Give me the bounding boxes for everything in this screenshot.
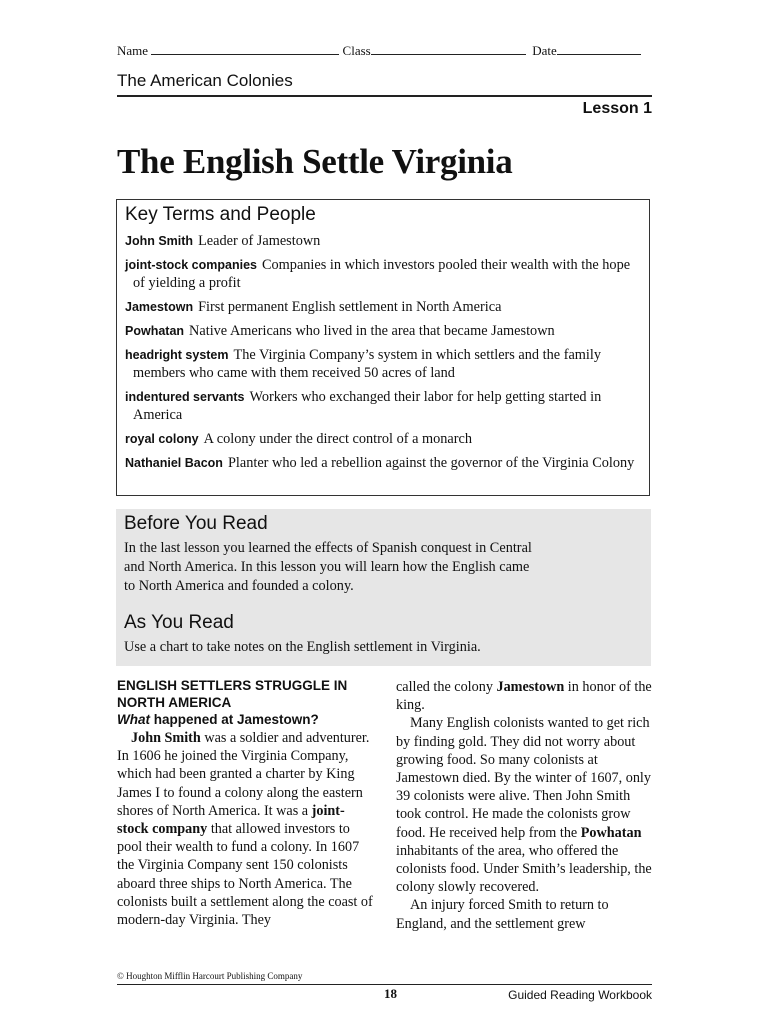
body-column-right: [396, 678, 653, 933]
paragraph-1-text-a: was a soldier and adventurer. In 1606 he joined the Virginia Company, which had been granted a charter by King James I to found a colony along the eastern shores of North America. It was a: [117, 730, 370, 819]
paragraph-2-text-a: Many English colonists wanted to get rich by finding gold. They did not worry about growing food. So many colonists at Jamestown died. By the winter of 1607, only 39 colonists were alive. Then John Smith took control. He made the colonists grow food. He received help from the: [396, 715, 651, 841]
key-term-item: [125, 322, 641, 340]
reading-intro-box: [116, 509, 651, 666]
paragraph-1-text-b: that allowed investors to pool their wealth to fund a colony. In 1607 the Virginia Company sent 150 colonists aboard three ships to North America. The colonists built a settlement along the coast of modern-day Virginia. They: [117, 821, 373, 929]
name-label: Name: [117, 43, 149, 58]
date-blank: [557, 43, 641, 55]
student-info-line: [117, 43, 641, 59]
key-term: Jamestown: [125, 300, 194, 314]
key-term-item: [125, 346, 641, 382]
key-term-definition: The Virginia Company’s system in which settlers and the family members who came with them received 50 acres of land: [133, 347, 602, 381]
header-rule: [117, 95, 652, 97]
page-title: The English Settle Virginia: [117, 142, 513, 181]
as-you-read-text: Use a chart to take notes on the English settlement in Virginia.: [124, 639, 481, 655]
key-term-definition: A colony under the direct control of a monarch: [203, 431, 473, 447]
unit-title: The American Colonies: [117, 71, 293, 90]
question-emphasis: What: [117, 712, 150, 727]
name-blank: [151, 43, 339, 55]
term-powhatan: Powhatan: [580, 824, 642, 841]
term-jamestown: Jamestown: [496, 679, 565, 695]
key-term: Powhatan: [125, 324, 185, 338]
workbook-title: Guided Reading Workbook: [508, 988, 652, 1002]
key-term-item: [125, 454, 641, 472]
before-you-read-heading: Before You Read: [124, 513, 268, 534]
paragraph-3: An injury forced Smith to return to England, and the settlement grew: [396, 897, 609, 932]
paragraph-1-continued: [396, 678, 653, 714]
key-terms-list: [125, 232, 641, 472]
key-term: indentured servants: [125, 390, 245, 404]
key-term-definition: Workers who exchanged their labor for help getting started in America: [133, 389, 602, 423]
key-term: Nathaniel Bacon: [125, 456, 223, 470]
key-term: headright system: [125, 348, 229, 362]
question-text: happened at Jamestown?: [150, 712, 319, 727]
key-term-item: [125, 430, 641, 448]
page-number: 18: [384, 986, 397, 1001]
term-joint-stock-company: joint-stock company: [117, 802, 345, 838]
as-you-read-heading: As You Read: [124, 612, 234, 633]
paragraph-2-text-b: inhabitants of the area, who offered the colonists food. Under Smith’s leadership, the colony slowly recovered.: [396, 842, 652, 896]
paragraph-1-text-d: in honor of the king.: [396, 679, 652, 714]
key-term-definition: First permanent English settlement in North America: [198, 299, 502, 315]
key-term-item: [125, 388, 641, 424]
body-column-left: [117, 677, 374, 929]
key-term-item: [125, 232, 641, 250]
term-john-smith: John Smith: [131, 730, 201, 746]
paragraph-1: [117, 729, 374, 929]
class-blank: [371, 43, 526, 55]
key-term-definition: Native Americans who lived in the area that became Jamestown: [189, 323, 555, 339]
before-you-read-text: In the last lesson you learned the effects of Spanish conquest in Central and North America. In this lesson you will learn how the English came to North America and founded a colony.: [124, 540, 532, 594]
date-label: Date: [532, 43, 557, 58]
section-heading: ENGLISH SETTLERS STRUGGLE IN NORTH AMERICA: [117, 678, 348, 710]
footer-rule: [117, 984, 652, 985]
key-term-item: [125, 298, 641, 316]
key-term: joint-stock companies: [125, 258, 257, 272]
section-question: [117, 711, 374, 729]
key-terms-box: [116, 199, 650, 496]
paragraph-2: [396, 714, 653, 896]
lesson-label: Lesson 1: [582, 100, 652, 117]
key-term-definition: Planter who led a rebellion against the governor of the Virginia Colony: [227, 455, 635, 471]
class-label: Class: [342, 43, 371, 58]
copyright: © Houghton Mifflin Harcourt Publishing Company: [117, 971, 303, 981]
key-term-definition: Companies in which investors pooled their wealth with the hope of yielding a profit: [133, 257, 631, 291]
key-term-item: [125, 256, 641, 292]
key-term: John Smith: [125, 234, 194, 248]
key-term: royal colony: [125, 432, 199, 446]
key-terms-heading: Key Terms and People: [125, 204, 316, 225]
key-term-definition: Leader of Jamestown: [198, 233, 321, 249]
paragraph-1-text-c: called the colony: [396, 679, 497, 695]
